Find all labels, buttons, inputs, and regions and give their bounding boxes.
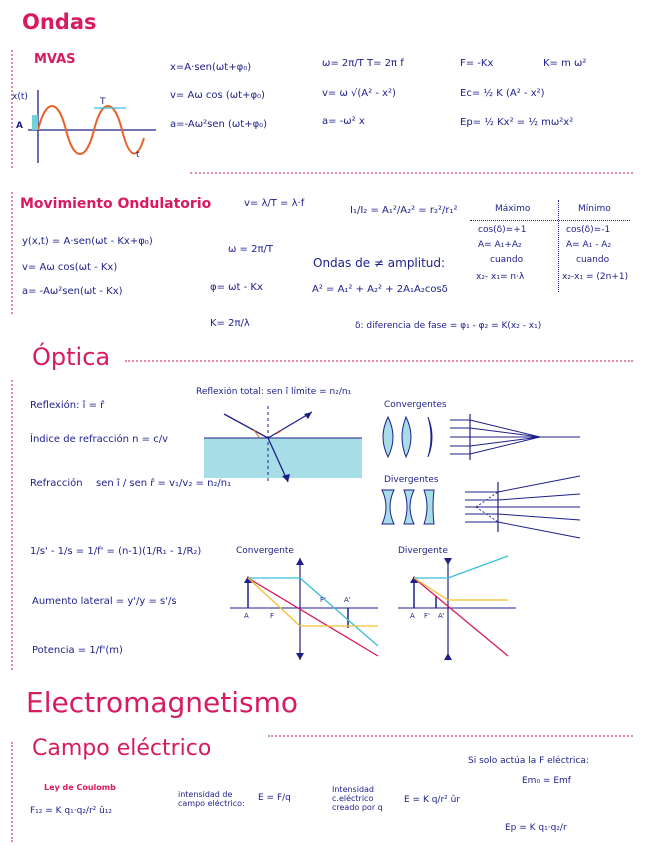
eq-intensidad: E = F/q xyxy=(258,793,291,803)
eq-intensidad2: E = K q/r² ûr xyxy=(404,795,461,805)
eq-a-wave: a= -Aω²sen(ωt - Kx) xyxy=(22,286,123,297)
graph-t-label: t xyxy=(136,150,140,160)
section-title-ondas: Ondas xyxy=(22,10,97,34)
refraction-diagram xyxy=(204,404,364,494)
diagram-label-fp: F' xyxy=(320,596,326,604)
table-min-line: x₂-x₁ = (2n+1) xyxy=(562,272,629,282)
section-margin xyxy=(11,380,13,670)
eq-omega-wave: ω = 2π/T xyxy=(228,244,273,255)
convergent-ray-diagram xyxy=(230,556,380,664)
table-max-line: cos(δ)=+1 xyxy=(478,225,527,235)
divergent-ray-diagram xyxy=(398,556,518,664)
eq-force: F= -Kx xyxy=(460,58,494,69)
divider xyxy=(125,360,633,362)
section-title-ondulatorio: Movimiento Ondulatorio xyxy=(20,196,212,212)
graph-y-label: x(t) xyxy=(12,92,28,102)
table-max-line: A= A₁+A₂ xyxy=(478,240,522,250)
table-min-line: cos(δ)=-1 xyxy=(566,225,611,235)
eq-omega: ω= 2π/T T= 2π f xyxy=(322,58,404,69)
subtitle-campo-electrico: Campo eléctrico xyxy=(32,736,212,761)
convergent-lenses xyxy=(380,412,620,462)
convergentes-label: Convergentes xyxy=(384,400,447,410)
table-min-line: A= A₁ - A₂ xyxy=(566,240,612,250)
eq-refraccion: sen î / sen r̂ = v₁/v₂ = n₂/n₁ xyxy=(96,478,232,489)
eq-lambda: v= λ/T = λ·f xyxy=(244,198,305,209)
diagram-label-f: F xyxy=(270,612,275,620)
coulomb-title: Ley de Coulomb xyxy=(44,783,116,792)
eq-v-wave: v= Aω cos(ωt - Kx) xyxy=(22,262,118,273)
eq-aumento: Aumento lateral = y'/y = s'/s xyxy=(32,596,177,607)
table-max-line: x₂- x₁= n·λ xyxy=(476,272,525,282)
eq-x: x=A·sen(ωt+φ₀) xyxy=(170,62,252,73)
table-rule xyxy=(470,220,630,221)
eq-a: a=-Aω²sen (ωt+φ₀) xyxy=(170,119,268,130)
eq-a-omega: a= -ω² x xyxy=(322,116,365,127)
eq-indice: Índice de refracción n = c/v xyxy=(30,434,168,445)
diagram-label-a: A xyxy=(244,612,249,620)
diagram-label-ap: A' xyxy=(438,612,445,620)
divider xyxy=(190,172,633,174)
eq-v-sqrt: v= ω √(A² - x²) xyxy=(322,88,396,99)
delta-definition: δ: diferencia de fase = φ₁ - φ₂ = K(x₂ - x₁) xyxy=(355,321,542,331)
eq-em: Em₀ = Emf xyxy=(522,776,571,786)
eq-phase: φ= ωt - Kx xyxy=(210,282,263,293)
eq-k: K= m ω² xyxy=(543,58,587,69)
diagram-label-a: A xyxy=(410,612,415,620)
subtitle-mvas: MVAS xyxy=(34,52,76,67)
eq-potencia: Potencia = 1/f'(m) xyxy=(32,645,123,656)
eq-ep-electrica: Ep = K q₁·q₂/r xyxy=(505,823,567,833)
divergent-lenses xyxy=(380,482,620,532)
intensidad-label: intensidad de campo eléctrico: xyxy=(178,790,245,808)
section-title-electromagnetismo: Electromagnetismo xyxy=(26,686,299,719)
eq-lentes: 1/s' - 1/s = 1/f' = (n-1)(1/R₁ - 1/R₂) xyxy=(30,546,202,557)
eq-amp-total: A² = A₁² + A₂² + 2A₁A₂cosδ xyxy=(312,284,448,295)
section-margin xyxy=(11,50,13,168)
table-min-header: Mínimo xyxy=(578,204,611,214)
diagram-label-fp: F' xyxy=(424,612,430,620)
graph-period-label: T xyxy=(100,97,106,107)
eq-intensity: I₁/I₂ = A₁²/A₂² = r₂²/r₁² xyxy=(350,205,458,216)
table-max-header: Máximo xyxy=(495,204,531,214)
eq-k-wave: K= 2π/λ xyxy=(210,318,250,329)
section-margin xyxy=(11,192,13,314)
table-divider xyxy=(558,200,559,292)
eq-ep: Ep= ½ Kx² = ½ mω²x² xyxy=(460,117,574,128)
refraccion-label: Refracción xyxy=(30,478,83,489)
section-margin xyxy=(11,742,13,842)
diagram-label-ap: A' xyxy=(344,596,351,604)
divergente-label: Divergente xyxy=(398,546,448,556)
convergente-label: Convergente xyxy=(236,546,294,556)
solo-label: Si solo actúa la F eléctrica: xyxy=(468,756,589,766)
table-min-line: cuando xyxy=(576,255,610,265)
intensidad2-label: Intensidad c.eléctrico creado por q xyxy=(332,785,383,812)
graph-amp-label: A xyxy=(16,121,23,131)
reflexion-total-label: Reflexión total: sen î límite = n₂/n₁ xyxy=(196,387,352,397)
eq-v: v= Aω cos (ωt+φ₀) xyxy=(170,90,265,101)
amp-diff-label: Ondas de ≠ amplitud: xyxy=(313,256,446,270)
eq-reflexion: Reflexión: î = r̂ xyxy=(30,400,105,411)
section-title-optica: Óptica xyxy=(32,343,111,371)
eq-y-wave: y(x,t) = A·sen(ωt - Kx+φ₀) xyxy=(22,236,153,247)
table-max-line: cuando xyxy=(490,255,524,265)
divergentes-label: Divergentes xyxy=(384,475,439,485)
eq-coulomb: F₁₂ = K q₁·q₂/r² û₁₂ xyxy=(30,806,113,816)
divider xyxy=(268,735,633,737)
eq-ec: Ec= ½ K (A² - x²) xyxy=(460,88,545,99)
